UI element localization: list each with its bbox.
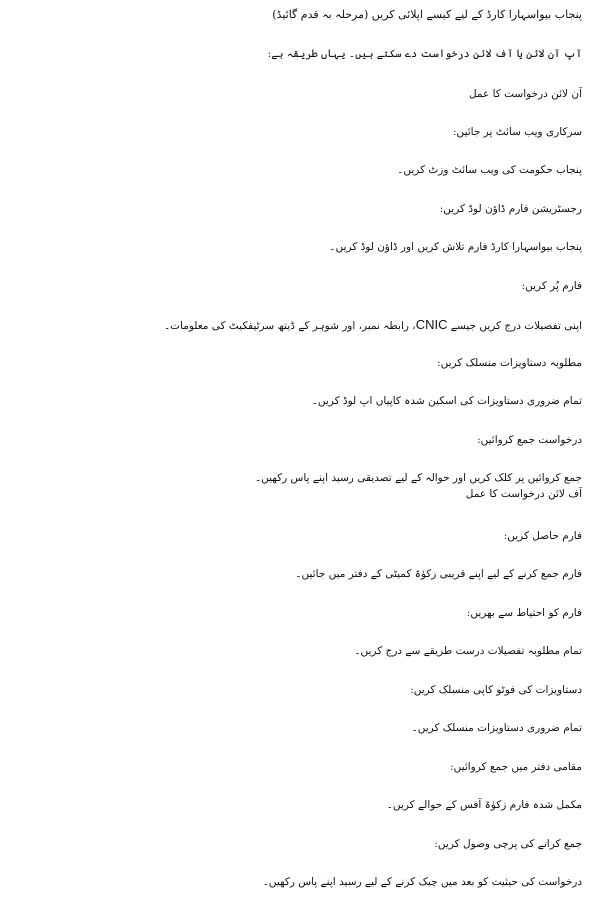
step-label: فارم پُر کریں: <box>521 280 582 292</box>
intro-text: آپ آن لائن یا آف لائن درخواست دے سکتے ہیں۔ یہاں طریقہ ہے: <box>267 48 582 60</box>
step-label: رجسٹریشن فارم ڈاؤن لوڈ کریں: <box>439 203 582 215</box>
step-text: تمام ضروری دستاویزات کی اسکین شدہ کاپیاں اپ لوڈ کریں۔ <box>311 395 582 407</box>
step-label: دستاویزات کی فوٹو کاپی منسلک کریں: <box>410 684 582 696</box>
step-text-part: اپنی تفصیلات درج کریں جیسے <box>447 320 582 332</box>
step-text: جمع کروائیں پر کلک کریں اور حوالہ کے لیے تصدیقی رسید اپنے پاس رکھیں۔ <box>254 472 582 484</box>
cnic-term: CNIC <box>415 317 448 332</box>
offline-heading: آف لائن درخواست کا عمل <box>465 488 582 500</box>
online-heading: آن لائن درخواست کا عمل <box>468 88 582 100</box>
step-text: تمام ضروری دستاویزات منسلک کریں۔ <box>411 722 582 734</box>
step-label: درخواست جمع کروائیں: <box>477 434 582 446</box>
step-text: مکمل شدہ فارم زکوٰۃ آفس کے حوالے کریں۔ <box>386 799 582 811</box>
step-text: فارم جمع کرنے کے لیے اپنے قریبی زکوٰۃ کمیٹی کے دفتر میں جائیں۔ <box>295 568 582 580</box>
step-label: مطلوبہ دستاویزات منسلک کریں: <box>437 357 582 369</box>
step-label: مقامی دفتر میں جمع کروائیں: <box>450 761 582 773</box>
step-text: تمام مطلوبہ تفصیلات درست طریقے سے درج کریں۔ <box>354 645 582 657</box>
step-text <box>12 318 582 333</box>
step-label: فارم کو احتیاط سے بھریں: <box>466 607 582 619</box>
step-text: پنجاب بیواسہارا کارڈ فارم تلاش کریں اور ڈاؤن لوڈ کریں۔ <box>329 241 582 253</box>
step-label: سرکاری ویب سائٹ پر جائیں: <box>453 126 582 138</box>
page-title: پنجاب بیواسہارا کارڈ کے لیے کیسے اپلائی کریں (مرحلہ بہ قدم گائیڈ) <box>272 8 582 21</box>
step-text: پنجاب حکومت کی ویب سائٹ وزٹ کریں۔ <box>397 164 582 176</box>
step-text-part: ، رابطہ نمبر، اور شوہر کے ڈیتھ سرٹیفکیٹ کی معلومات۔ <box>163 320 416 332</box>
step-label: فارم حاصل کریں: <box>503 530 582 542</box>
step-label: جمع کرانے کی پرچی وصول کریں: <box>434 838 582 850</box>
step-text: درخواست کی حیثیت کو بعد میں چیک کرنے کے لیے رسید اپنے پاس رکھیں۔ <box>262 876 582 888</box>
